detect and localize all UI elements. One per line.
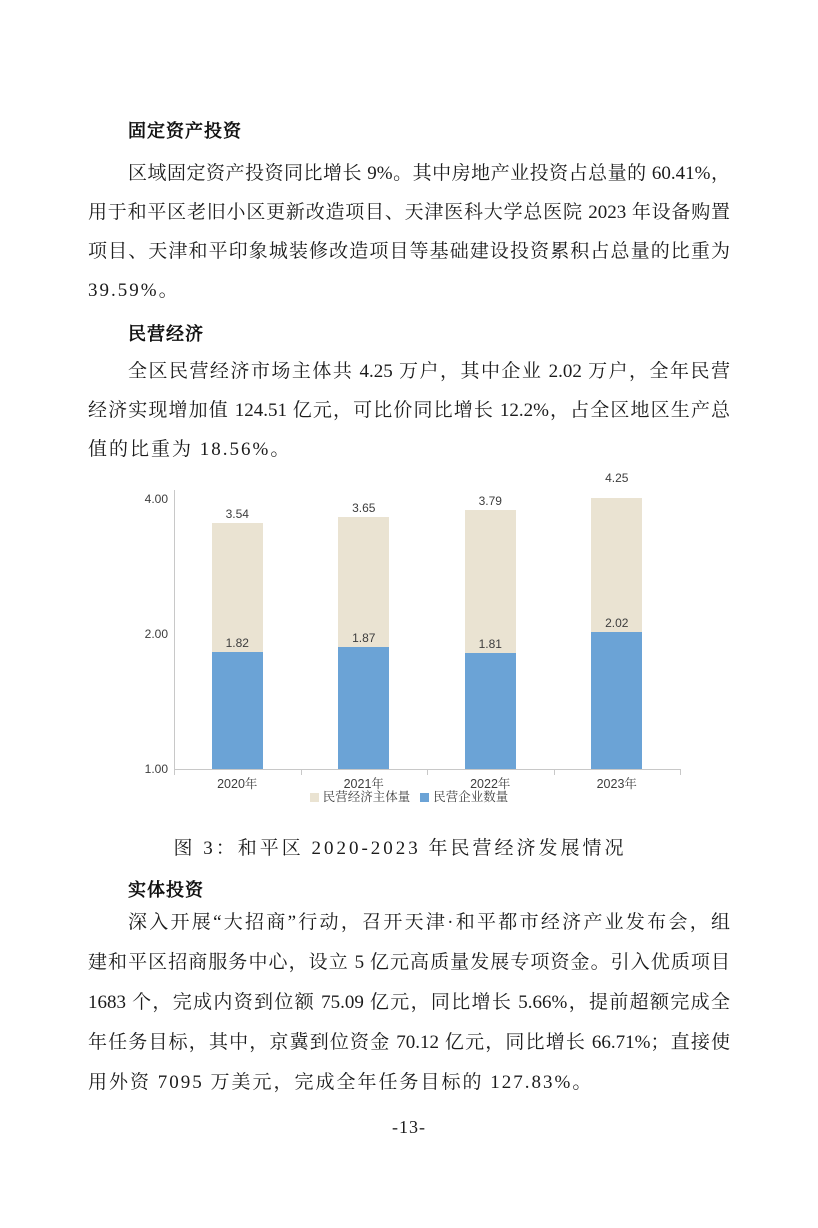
legend-item-market-entities bbox=[310, 790, 411, 804]
enterprises-bar-2020年 bbox=[212, 652, 263, 769]
paragraph-line: 年任务目标，其中，京冀到位资金 70.12 亿元，同比增长 66.71%；直接使 bbox=[88, 1032, 730, 1053]
paragraph-line: 深入开展“大招商”行动，召开天津·和平都市经济产业发布会，组 bbox=[128, 912, 730, 933]
paragraph-line: 值的比重为 18.56%。 bbox=[88, 439, 292, 460]
y-tick-label: 1.00 bbox=[144, 762, 168, 776]
x-axis-tick bbox=[554, 769, 555, 775]
section-heading-fixed-asset-investment: 固定资产投资 bbox=[128, 121, 242, 141]
x-axis-tick bbox=[427, 769, 428, 775]
enterprise-value-label: 1.82 bbox=[225, 636, 249, 651]
paragraph-line: 1683 个，完成内资到位额 75.09 亿元，同比增长 5.66%，提前超额完成全 bbox=[88, 992, 730, 1013]
x-category-label: 2022年 bbox=[470, 777, 511, 791]
x-category-label: 2021年 bbox=[343, 777, 384, 791]
legend-item-enterprises bbox=[420, 790, 508, 804]
paragraph-line: 用外资 7095 万美元，完成全年任务目标的 127.83%。 bbox=[88, 1072, 594, 1093]
total-value-label: 4.25 bbox=[605, 471, 629, 486]
enterprise-value-label: 2.02 bbox=[605, 616, 629, 631]
x-category-label: 2020年 bbox=[217, 777, 258, 791]
section-heading-entity-investment: 实体投资 bbox=[128, 880, 204, 900]
enterprises-bar-2022年 bbox=[465, 653, 516, 769]
page-number: -13- bbox=[392, 1117, 426, 1137]
paragraph-line: 39.59%。 bbox=[88, 280, 180, 301]
paragraph-line: 建和平区招商服务中心，设立 5 亿元高质量发展专项资金。引入优质项目 bbox=[88, 952, 730, 973]
legend-swatch bbox=[310, 793, 319, 802]
legend-label: 民营企业数量 bbox=[433, 790, 509, 804]
legend-label: 民营经济主体量 bbox=[322, 790, 411, 804]
paragraph-line: 项目、天津和平印象城装修改造项目等基础建设投资累积占总量的比重为 bbox=[88, 241, 730, 262]
x-axis-tick bbox=[680, 769, 681, 775]
y-axis-line bbox=[174, 490, 175, 770]
x-axis-tick bbox=[301, 769, 302, 775]
total-value-label: 3.54 bbox=[225, 506, 249, 521]
enterprise-value-label: 1.87 bbox=[352, 631, 376, 646]
paragraph-line: 区域固定资产投资同比增长 9%。其中房地产业投资占总量的 60.41%， bbox=[128, 163, 730, 184]
paragraph-line: 全区民营经济市场主体共 4.25 万户，其中企业 2.02 万户，全年民营 bbox=[128, 361, 730, 382]
x-axis-tick bbox=[174, 769, 175, 775]
paragraph-line: 用于和平区老旧小区更新改造项目、天津医科大学总医院 2023 年设备购置 bbox=[88, 202, 730, 223]
total-value-label: 3.65 bbox=[352, 500, 376, 515]
enterprises-bar-2021年 bbox=[338, 647, 389, 769]
x-category-label: 2023年 bbox=[596, 777, 637, 791]
paragraph-line: 经济实现增加值 124.51 亿元，可比价同比增长 12.2%，占全区地区生产总 bbox=[88, 400, 730, 421]
figure-caption: 图 3：和平区 2020-2023 年民营经济发展情况 bbox=[173, 838, 627, 859]
chart-legend bbox=[88, 789, 730, 805]
total-value-label: 3.79 bbox=[478, 493, 502, 508]
legend-swatch bbox=[420, 793, 429, 802]
enterprises-bar-2023年 bbox=[591, 632, 642, 769]
section-heading-private-economy: 民营经济 bbox=[128, 324, 204, 344]
y-tick-label: 2.00 bbox=[144, 627, 168, 641]
y-tick-label: 4.00 bbox=[144, 492, 168, 506]
enterprise-value-label: 1.81 bbox=[478, 637, 502, 652]
